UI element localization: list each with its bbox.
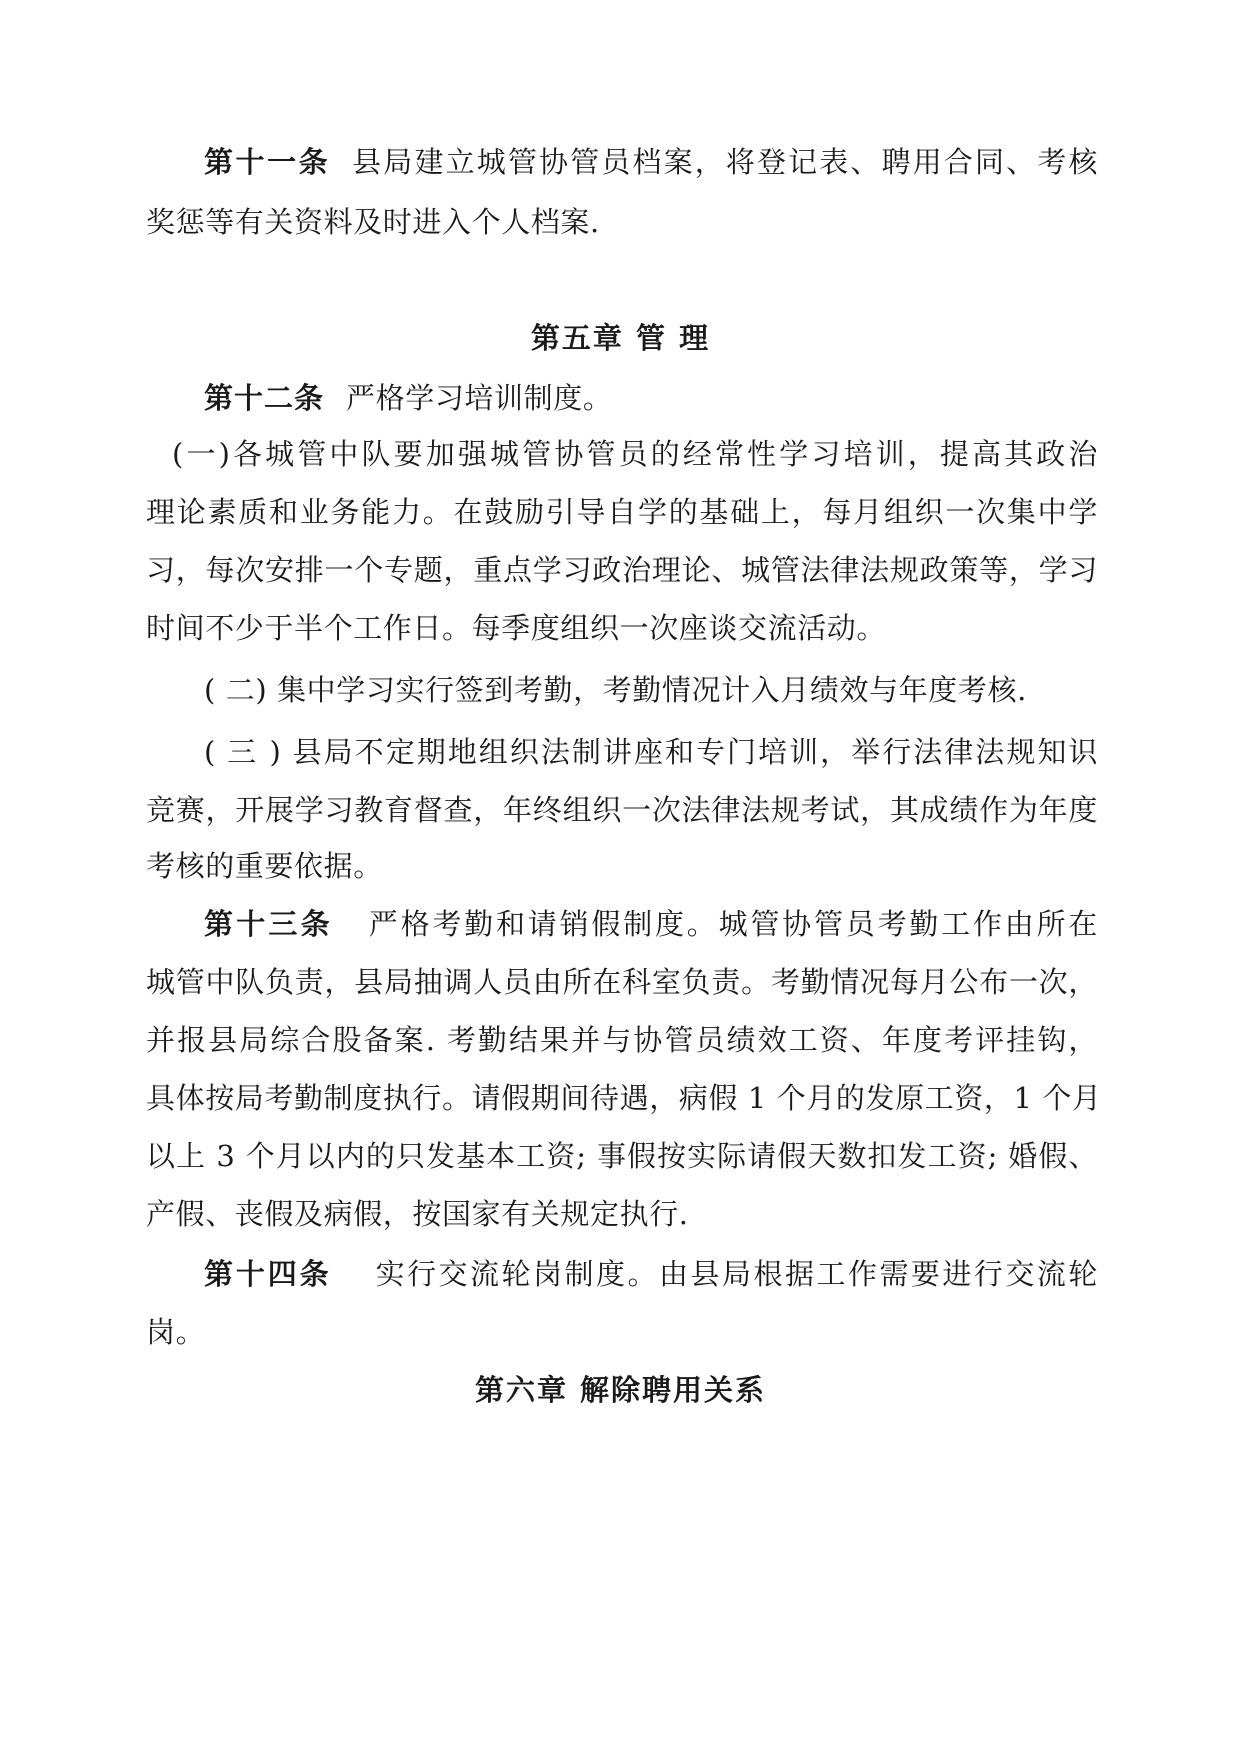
article-13-line-3: 并报县局综合股备案. 考勤结果并与协管员绩效工资、年度考评挂钩，: [146, 1023, 1098, 1057]
article-13-line-4: 具体按局考勤制度执行。请假期间待遇，病假 1 个月的发原工资，1 个月: [146, 1081, 1102, 1115]
chapter-5-heading: 第五章 管 理: [530, 321, 711, 355]
article-14-text-1: 实行交流轮岗制度。由县局根据工作需要进行交流轮: [375, 1257, 1098, 1291]
article-12-item-1-line-4: 时间不少于半个工作日。每季度组织一次座谈交流活动。: [146, 611, 887, 645]
article-12-text-1: 严格学习培训制度。: [346, 381, 613, 415]
article-11-line-2: 奖惩等有关资料及时进入个人档案.: [146, 205, 600, 239]
article-13-line-6: 产假、丧假及病假，按国家有关规定执行.: [146, 1197, 689, 1231]
article-11-label: 第十一条: [204, 145, 331, 179]
article-13-line-1: [204, 904, 1098, 944]
article-14-line-1: [204, 1254, 1098, 1294]
article-12-item-1-line-2: 理论素质和业务能力。在鼓励引导自学的基础上，每月组织一次集中学: [146, 495, 1098, 529]
article-14-line-2: 岗。: [146, 1315, 206, 1349]
article-13-text-1: 严格考勤和请销假制度。城管协管员考勤工作由所在: [368, 907, 1098, 941]
article-12-item-2: ( 二) 集中学习实行签到考勤，考勤情况计入月绩效与年度考核.: [204, 673, 1027, 707]
article-12-item-1-line-3: 习，每次安排一个专题，重点学习政治理论、城管法律法规政策等，学习: [146, 553, 1098, 587]
article-12-item-3-line-3: 考核的重要依据。: [146, 849, 383, 883]
article-12-label: 第十二条: [204, 381, 325, 415]
article-14-label: 第十四条: [204, 1257, 332, 1291]
article-11-line-1: [204, 142, 1098, 182]
article-13-label: 第十三条: [204, 907, 333, 941]
article-12-line-1: [204, 378, 1098, 418]
article-12-item-3-line-1: ( 三 ) 县局不定期地组织法制讲座和专门培训，举行法律法规知识: [204, 735, 1098, 769]
article-13-line-5: 以上 3 个月以内的只发基本工资; 事假按实际请假天数扣发工资; 婚假、: [146, 1139, 1098, 1173]
chapter-6-heading: 第六章 解除聘用关系: [474, 1373, 767, 1407]
article-13-line-2: 城管中队负责，县局抽调人员由所在科室负责。考勤情况每月公布一次，: [146, 965, 1098, 999]
article-11-text-1: 县局建立城管协管员档案，将登记表、聘用合同、考核: [352, 145, 1098, 179]
article-12-item-1-line-1: (一)各城管中队要加强城管协管员的经常性学习培训，提高其政治: [172, 437, 1098, 471]
article-12-item-3-line-2: 竞赛，开展学习教育督查，年终组织一次法律法规考试，其成绩作为年度: [146, 793, 1098, 827]
